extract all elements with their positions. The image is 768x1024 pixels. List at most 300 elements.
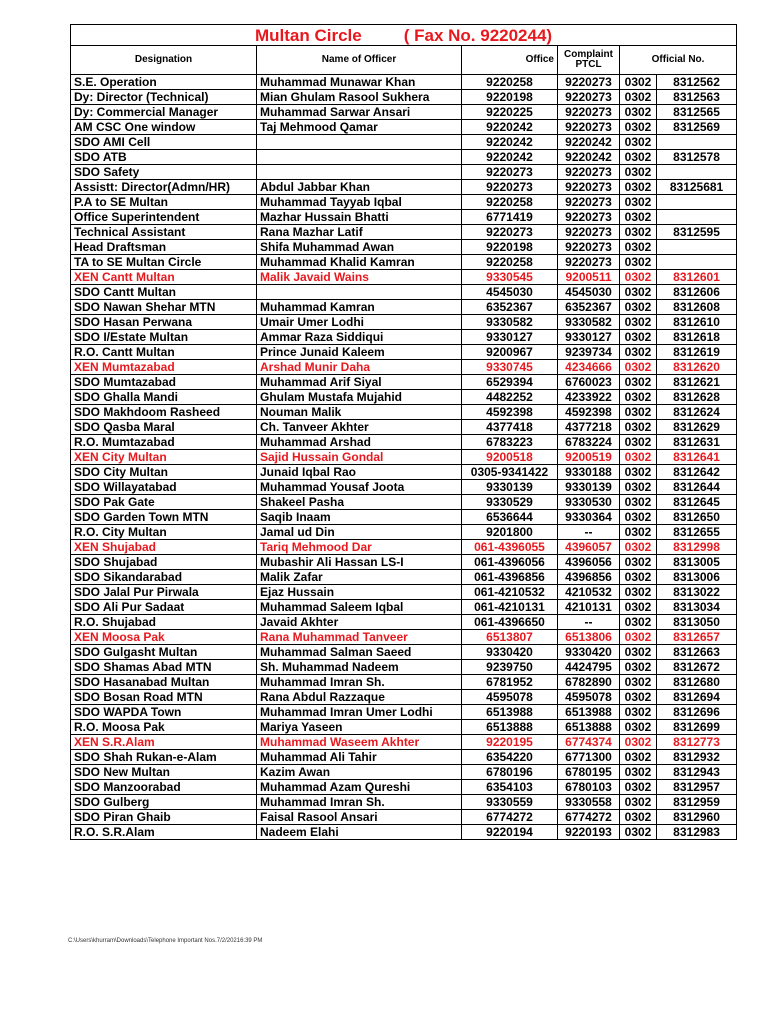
designation-cell: SDO Jalal Pur Pirwala	[71, 585, 257, 600]
mobile-prefix-cell: 0302	[620, 345, 657, 360]
title-row	[71, 25, 737, 46]
xen-row	[71, 360, 737, 375]
complaint-ptcl-cell: 4210532	[558, 585, 620, 600]
table-row	[71, 750, 737, 765]
officer-name-cell: Junaid Iqbal Rao	[257, 465, 462, 480]
table-row	[71, 210, 737, 225]
office-number-cell: 6780196	[462, 765, 558, 780]
designation-cell: R.O. Moosa Pak	[71, 720, 257, 735]
office-number-cell: 061-4396856	[462, 570, 558, 585]
complaint-ptcl-cell: --	[558, 615, 620, 630]
officer-name-cell: Muhammad Ali Tahir	[257, 750, 462, 765]
mobile-prefix-cell: 0302	[620, 270, 657, 285]
designation-cell: XEN Mumtazabad	[71, 360, 257, 375]
complaint-ptcl-cell: 9330364	[558, 510, 620, 525]
official-number-cell: 8312642	[657, 465, 737, 480]
official-number-cell: 8312657	[657, 630, 737, 645]
mobile-prefix-cell: 0302	[620, 600, 657, 615]
office-number-cell: 6354220	[462, 750, 558, 765]
complaint-ptcl-cell: 9220242	[558, 135, 620, 150]
office-number-cell: 9220194	[462, 825, 558, 840]
complaint-header: Complaint PTCL	[558, 46, 620, 75]
official-number-cell: 8312621	[657, 375, 737, 390]
officer-name-cell: Tariq Mehmood Dar	[257, 540, 462, 555]
officer-name-cell: Malik Javaid Wains	[257, 270, 462, 285]
designation-cell: Dy: Commercial Manager	[71, 105, 257, 120]
designation-cell: SDO Sikandarabad	[71, 570, 257, 585]
designation-cell: SDO Willayatabad	[71, 480, 257, 495]
table-row	[71, 810, 737, 825]
mobile-prefix-cell: 0302	[620, 450, 657, 465]
office-number-cell: 9239750	[462, 660, 558, 675]
office-number-cell: 6513807	[462, 630, 558, 645]
official-number-cell: 83125681	[657, 180, 737, 195]
designation-cell: P.A to SE Multan	[71, 195, 257, 210]
mobile-prefix-cell: 0302	[620, 480, 657, 495]
officer-name-cell	[257, 165, 462, 180]
official-number-cell: 8313005	[657, 555, 737, 570]
designation-cell: Dy: Director (Technical)	[71, 90, 257, 105]
complaint-ptcl-cell: 9330188	[558, 465, 620, 480]
designation-cell: R.O. S.R.Alam	[71, 825, 257, 840]
table-row	[71, 435, 737, 450]
officer-name-cell: Malik Zafar	[257, 570, 462, 585]
officer-name-cell: Muhammad Sarwar Ansari	[257, 105, 462, 120]
official-number-cell: 8312694	[657, 690, 737, 705]
designation-cell: SDO Pak Gate	[71, 495, 257, 510]
officer-name-cell: Rana Mazhar Latif	[257, 225, 462, 240]
official-number-cell: 8312628	[657, 390, 737, 405]
official-number-cell: 8312998	[657, 540, 737, 555]
circle-title: Multan Circle	[254, 25, 362, 45]
designation-cell: SDO AMI Cell	[71, 135, 257, 150]
mobile-prefix-cell: 0302	[620, 150, 657, 165]
designation-cell: SDO City Multan	[71, 465, 257, 480]
designation-cell: XEN S.R.Alam	[71, 735, 257, 750]
office-number-cell: 4592398	[462, 405, 558, 420]
officer-name-cell	[257, 285, 462, 300]
mobile-prefix-cell: 0302	[620, 360, 657, 375]
official-number-cell	[657, 210, 737, 225]
official-number-cell: 8312595	[657, 225, 737, 240]
table-row	[71, 255, 737, 270]
official-number-cell: 8312959	[657, 795, 737, 810]
table-row	[71, 165, 737, 180]
complaint-ptcl-cell: 6783224	[558, 435, 620, 450]
office-number-cell: 9220195	[462, 735, 558, 750]
designation-cell: SDO Mumtazabad	[71, 375, 257, 390]
mobile-prefix-cell: 0302	[620, 330, 657, 345]
xen-row	[71, 630, 737, 645]
officer-name-cell: Rana Muhammad Tanveer	[257, 630, 462, 645]
mobile-prefix-cell: 0302	[620, 570, 657, 585]
complaint-ptcl-cell: 9330558	[558, 795, 620, 810]
office-number-cell: 9330545	[462, 270, 558, 285]
designation-cell: XEN Shujabad	[71, 540, 257, 555]
xen-row	[71, 270, 737, 285]
designation-cell: SDO Nawan Shehar MTN	[71, 300, 257, 315]
officer-name-cell: Muhammad Munawar Khan	[257, 75, 462, 90]
mobile-prefix-cell: 0302	[620, 285, 657, 300]
officer-name-cell: Mazhar Hussain Bhatti	[257, 210, 462, 225]
office-number-cell: 9220198	[462, 90, 558, 105]
office-number-cell: 9220258	[462, 195, 558, 210]
designation-cell: SDO Shah Rukan-e-Alam	[71, 750, 257, 765]
office-number-cell: 4595078	[462, 690, 558, 705]
table-row	[71, 135, 737, 150]
table-row	[71, 585, 737, 600]
complaint-ptcl-cell: 9220273	[558, 195, 620, 210]
official-number-cell: 8313034	[657, 600, 737, 615]
official-number-cell: 8312624	[657, 405, 737, 420]
complaint-ptcl-cell: 6513888	[558, 720, 620, 735]
designation-cell: R.O. City Multan	[71, 525, 257, 540]
office-number-cell: 4377418	[462, 420, 558, 435]
complaint-ptcl-cell: 6780195	[558, 765, 620, 780]
table-row	[71, 405, 737, 420]
official-number-cell: 8313022	[657, 585, 737, 600]
complaint-ptcl-cell: 4396856	[558, 570, 620, 585]
complaint-ptcl-cell: 9330420	[558, 645, 620, 660]
designation-cell: XEN City Multan	[71, 450, 257, 465]
office-number-cell: 6529394	[462, 375, 558, 390]
complaint-ptcl-cell: 9220273	[558, 210, 620, 225]
officer-name-cell: Mian Ghulam Rasool Sukhera	[257, 90, 462, 105]
complaint-ptcl-cell: 4396056	[558, 555, 620, 570]
office-number-cell: 9220258	[462, 75, 558, 90]
complaint-ptcl-cell: 9200519	[558, 450, 620, 465]
officer-name-cell: Sh. Muhammad Nadeem	[257, 660, 462, 675]
official-number-cell: 8312645	[657, 495, 737, 510]
designation-cell: SDO WAPDA Town	[71, 705, 257, 720]
complaint-ptcl-cell: 9220273	[558, 240, 620, 255]
officer-name-cell: Ghulam Mustafa Mujahid	[257, 390, 462, 405]
table-row	[71, 780, 737, 795]
official-number-cell: 8312773	[657, 735, 737, 750]
designation-cell: TA to SE Multan Circle	[71, 255, 257, 270]
designation-cell: SDO Qasba Maral	[71, 420, 257, 435]
designation-cell: R.O. Shujabad	[71, 615, 257, 630]
mobile-prefix-cell: 0302	[620, 120, 657, 135]
official-number-cell: 8312655	[657, 525, 737, 540]
officer-name-cell: Ammar Raza Siddiqui	[257, 330, 462, 345]
office-number-cell: 6774272	[462, 810, 558, 825]
complaint-ptcl-cell: 9220273	[558, 225, 620, 240]
table-row	[71, 225, 737, 240]
mobile-prefix-cell: 0302	[620, 675, 657, 690]
mobile-prefix-cell: 0302	[620, 645, 657, 660]
official-number-cell	[657, 240, 737, 255]
office-number-cell: 061-4210532	[462, 585, 558, 600]
table-row	[71, 300, 737, 315]
officer-name-cell: Muhammad Yousaf Joota	[257, 480, 462, 495]
complaint-ptcl-cell: 9239734	[558, 345, 620, 360]
official-number-cell: 8312650	[657, 510, 737, 525]
office-number-cell: 6771419	[462, 210, 558, 225]
official-number-cell: 8312960	[657, 810, 737, 825]
official-number-cell: 8313006	[657, 570, 737, 585]
designation-cell: SDO Safety	[71, 165, 257, 180]
office-number-cell: 9330127	[462, 330, 558, 345]
office-number-cell: 9330529	[462, 495, 558, 510]
mobile-prefix-cell: 0302	[620, 585, 657, 600]
name-header: Name of Officer	[257, 46, 462, 75]
mobile-prefix-cell: 0302	[620, 495, 657, 510]
official-number-cell: 8312644	[657, 480, 737, 495]
office-number-cell: 061-4396056	[462, 555, 558, 570]
officer-name-cell: Muhammad Tayyab Iqbal	[257, 195, 462, 210]
designation-cell: SDO Garden Town MTN	[71, 510, 257, 525]
officer-name-cell: Muhammad Waseem Akhter	[257, 735, 462, 750]
official-number-cell: 8312618	[657, 330, 737, 345]
officer-name-cell: Faisal Rasool Ansari	[257, 810, 462, 825]
officer-name-cell: Taj Mehmood Qamar	[257, 120, 462, 135]
mobile-prefix-cell: 0302	[620, 720, 657, 735]
office-number-cell: 6352367	[462, 300, 558, 315]
complaint-ptcl-cell: 6760023	[558, 375, 620, 390]
table-row	[71, 825, 737, 840]
table-row	[71, 645, 737, 660]
mobile-prefix-cell: 0302	[620, 315, 657, 330]
xen-row	[71, 540, 737, 555]
table-row	[71, 240, 737, 255]
complaint-ptcl-cell: 6780103	[558, 780, 620, 795]
official-number-cell: 8312569	[657, 120, 737, 135]
complaint-ptcl-cell: 4592398	[558, 405, 620, 420]
mobile-prefix-cell: 0302	[620, 240, 657, 255]
mobile-prefix-cell: 0302	[620, 705, 657, 720]
officer-name-cell: Rana Abdul Razzaque	[257, 690, 462, 705]
officer-name-cell: Prince Junaid Kaleem	[257, 345, 462, 360]
official-number-cell: 8312620	[657, 360, 737, 375]
complaint-ptcl-cell: 4210131	[558, 600, 620, 615]
table-row	[71, 285, 737, 300]
official-number-cell: 8312565	[657, 105, 737, 120]
table-row	[71, 345, 737, 360]
mobile-prefix-cell: 0302	[620, 300, 657, 315]
designation-cell: S.E. Operation	[71, 75, 257, 90]
official-header: Official No.	[620, 46, 737, 75]
table-row	[71, 720, 737, 735]
office-number-cell: 9220273	[462, 180, 558, 195]
table-row	[71, 105, 737, 120]
table-row	[71, 660, 737, 675]
officer-name-cell: Arshad Munir Daha	[257, 360, 462, 375]
designation-cell: SDO I/Estate Multan	[71, 330, 257, 345]
complaint-ptcl-cell: 9220273	[558, 180, 620, 195]
official-number-cell: 8312606	[657, 285, 737, 300]
table-row	[71, 795, 737, 810]
office-number-cell: 4482252	[462, 390, 558, 405]
designation-cell: R.O. Mumtazabad	[71, 435, 257, 450]
officer-name-cell: Muhammad Arshad	[257, 435, 462, 450]
complaint-ptcl-cell: 9220273	[558, 90, 620, 105]
mobile-prefix-cell: 0302	[620, 690, 657, 705]
complaint-ptcl-cell: 4595078	[558, 690, 620, 705]
table-row	[71, 480, 737, 495]
officer-name-cell: Ejaz Hussain	[257, 585, 462, 600]
mobile-prefix-cell: 0302	[620, 825, 657, 840]
designation-cell: Technical Assistant	[71, 225, 257, 240]
office-number-cell: 9330745	[462, 360, 558, 375]
officer-name-cell: Kazim Awan	[257, 765, 462, 780]
complaint-ptcl-cell: 6352367	[558, 300, 620, 315]
office-number-cell: 9220242	[462, 150, 558, 165]
table-row	[71, 615, 737, 630]
officer-name-cell: Nouman Malik	[257, 405, 462, 420]
designation-cell: SDO Hasan Perwana	[71, 315, 257, 330]
office-number-cell: 9330582	[462, 315, 558, 330]
office-number-cell: 9330420	[462, 645, 558, 660]
officer-name-cell: Jamal ud Din	[257, 525, 462, 540]
office-number-cell: 6536644	[462, 510, 558, 525]
official-number-cell: 8312578	[657, 150, 737, 165]
complaint-ptcl-cell: 9220273	[558, 255, 620, 270]
officer-name-cell: Mubashir Ali Hassan LS-I	[257, 555, 462, 570]
mobile-prefix-cell: 0302	[620, 765, 657, 780]
complaint-ptcl-cell: 9200511	[558, 270, 620, 285]
complaint-ptcl-cell: 9220273	[558, 105, 620, 120]
designation-cell: SDO Shamas Abad MTN	[71, 660, 257, 675]
page-title	[71, 25, 737, 46]
officer-name-cell: Muhammad Azam Qureshi	[257, 780, 462, 795]
xen-row	[71, 735, 737, 750]
mobile-prefix-cell: 0302	[620, 555, 657, 570]
table-row	[71, 675, 737, 690]
official-number-cell: 8312672	[657, 660, 737, 675]
mobile-prefix-cell: 0302	[620, 405, 657, 420]
official-number-cell: 8312629	[657, 420, 737, 435]
office-number-cell: 6513988	[462, 705, 558, 720]
official-number-cell: 8312601	[657, 270, 737, 285]
mobile-prefix-cell: 0302	[620, 165, 657, 180]
officer-name-cell	[257, 150, 462, 165]
mobile-prefix-cell: 0302	[620, 135, 657, 150]
table-row	[71, 525, 737, 540]
office-number-cell: 9220242	[462, 120, 558, 135]
office-number-cell: 9220225	[462, 105, 558, 120]
complaint-ptcl-cell: 9220273	[558, 75, 620, 90]
designation-cell: Head Draftsman	[71, 240, 257, 255]
mobile-prefix-cell: 0302	[620, 780, 657, 795]
office-number-cell: 9220198	[462, 240, 558, 255]
designation-cell: R.O. Cantt Multan	[71, 345, 257, 360]
officer-name-cell: Shakeel Pasha	[257, 495, 462, 510]
office-number-cell: 6783223	[462, 435, 558, 450]
table-row	[71, 510, 737, 525]
official-number-cell: 8312983	[657, 825, 737, 840]
officer-name-cell: Muhammad Imran Umer Lodhi	[257, 705, 462, 720]
office-number-cell: 061-4210131	[462, 600, 558, 615]
complaint-ptcl-cell: 9330127	[558, 330, 620, 345]
designation-cell: SDO Makhdoom Rasheed	[71, 405, 257, 420]
table-row	[71, 180, 737, 195]
complaint-ptcl-cell: 9220242	[558, 150, 620, 165]
mobile-prefix-cell: 0302	[620, 195, 657, 210]
official-number-cell: 8312562	[657, 75, 737, 90]
official-number-cell	[657, 195, 737, 210]
table-row	[71, 330, 737, 345]
office-number-cell: 9200967	[462, 345, 558, 360]
designation-cell: Assistt: Director(Admn/HR)	[71, 180, 257, 195]
mobile-prefix-cell: 0302	[620, 795, 657, 810]
office-number-cell: 9220258	[462, 255, 558, 270]
office-number-cell: 9330139	[462, 480, 558, 495]
mobile-prefix-cell: 0302	[620, 735, 657, 750]
complaint-ptcl-cell: 4234666	[558, 360, 620, 375]
official-number-cell: 8312619	[657, 345, 737, 360]
table-row	[71, 705, 737, 720]
office-number-cell: 6781952	[462, 675, 558, 690]
directory-table	[70, 24, 737, 840]
complaint-ptcl-cell: 6774374	[558, 735, 620, 750]
complaint-ptcl-cell: --	[558, 525, 620, 540]
official-number-cell: 8312957	[657, 780, 737, 795]
complaint-ptcl-cell: 4233922	[558, 390, 620, 405]
table-row	[71, 570, 737, 585]
designation-cell: SDO Hasanabad Multan	[71, 675, 257, 690]
office-number-cell: 9201800	[462, 525, 558, 540]
table-row	[71, 195, 737, 210]
mobile-prefix-cell: 0302	[620, 375, 657, 390]
mobile-prefix-cell: 0302	[620, 180, 657, 195]
table-row	[71, 600, 737, 615]
file-path-footer: C:\Users\khurram\Downloads\Telephone Important Nos.7/2/20216:39 PM	[68, 938, 263, 944]
mobile-prefix-cell: 0302	[620, 525, 657, 540]
office-number-cell: 9200518	[462, 450, 558, 465]
official-number-cell: 8312663	[657, 645, 737, 660]
officer-name-cell: Abdul Jabbar Khan	[257, 180, 462, 195]
officer-name-cell: Shifa Muhammad Awan	[257, 240, 462, 255]
official-number-cell: 8312699	[657, 720, 737, 735]
official-number-cell: 8312641	[657, 450, 737, 465]
designation-cell: SDO Cantt Multan	[71, 285, 257, 300]
official-number-cell: 8312631	[657, 435, 737, 450]
designation-cell: SDO ATB	[71, 150, 257, 165]
office-header: Office	[462, 46, 558, 75]
officer-name-cell: Mariya Yaseen	[257, 720, 462, 735]
table-row	[71, 690, 737, 705]
table-row	[71, 495, 737, 510]
designation-cell: SDO Ali Pur Sadaat	[71, 600, 257, 615]
official-number-cell: 8313050	[657, 615, 737, 630]
officer-name-cell: Muhammad Arif Siyal	[257, 375, 462, 390]
complaint-ptcl-cell: 4396057	[558, 540, 620, 555]
official-number-cell	[657, 165, 737, 180]
table-row	[71, 75, 737, 90]
office-number-cell: 0305-9341422	[462, 465, 558, 480]
designation-cell: SDO Ghalla Mandi	[71, 390, 257, 405]
official-number-cell: 8312932	[657, 750, 737, 765]
officer-name-cell: Muhammad Imran Sh.	[257, 675, 462, 690]
complaint-ptcl-cell: 9330139	[558, 480, 620, 495]
table-row	[71, 150, 737, 165]
office-number-cell: 061-4396055	[462, 540, 558, 555]
official-number-cell: 8312610	[657, 315, 737, 330]
mobile-prefix-cell: 0302	[620, 465, 657, 480]
table-row	[71, 120, 737, 135]
mobile-prefix-cell: 0302	[620, 420, 657, 435]
officer-name-cell: Sajid Hussain Gondal	[257, 450, 462, 465]
office-number-cell: 4545030	[462, 285, 558, 300]
office-number-cell: 9220273	[462, 165, 558, 180]
complaint-ptcl-cell: 6771300	[558, 750, 620, 765]
designation-cell: SDO Shujabad	[71, 555, 257, 570]
mobile-prefix-cell: 0302	[620, 510, 657, 525]
mobile-prefix-cell: 0302	[620, 255, 657, 270]
office-number-cell: 6354103	[462, 780, 558, 795]
official-number-cell: 8312563	[657, 90, 737, 105]
